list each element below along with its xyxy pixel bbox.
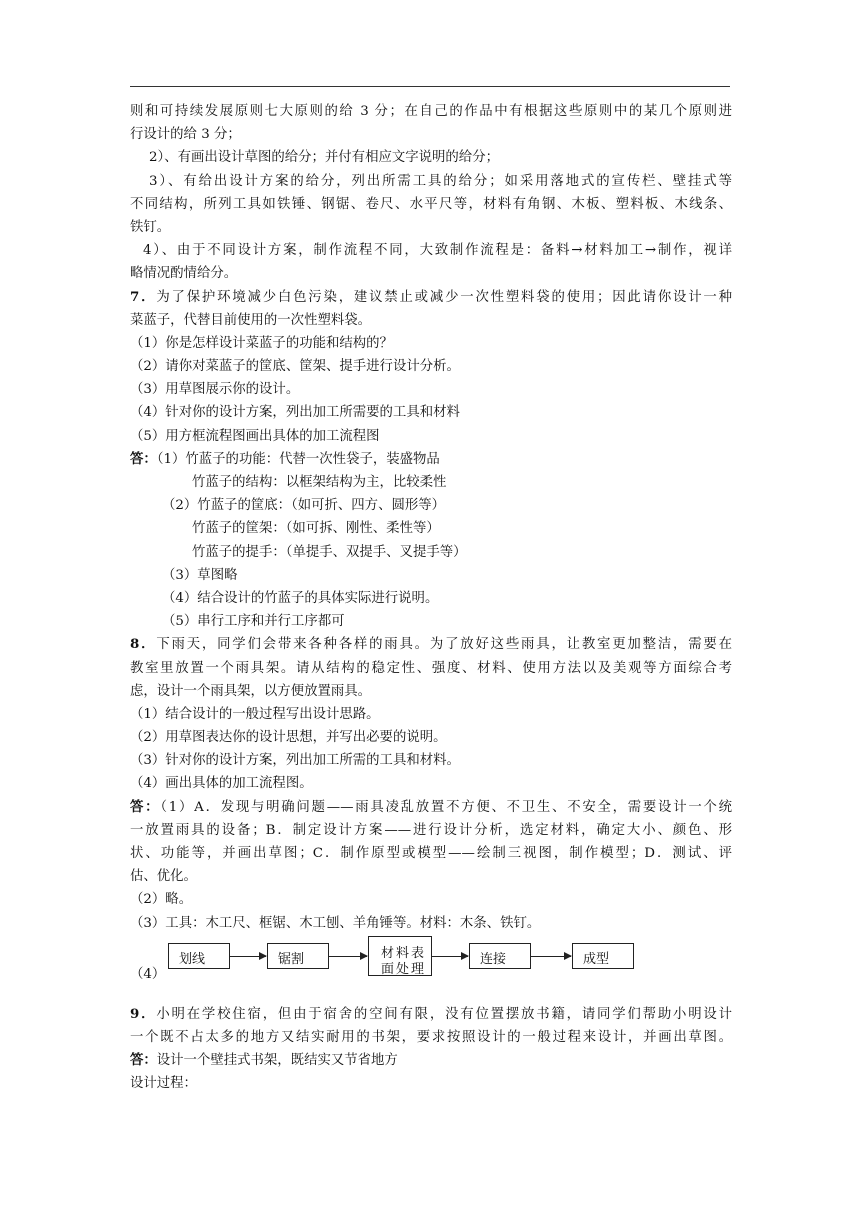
flow-arrow — [329, 956, 367, 957]
answer-8 — [130, 796, 732, 819]
answer-label: 答： — [130, 798, 161, 815]
question-text: 虑，设计一个雨具架，以方便放置雨具。 — [130, 683, 372, 699]
answer-line: 竹蓝子的结构：以框架结构为主，比较柔性 — [192, 475, 447, 490]
question-text: 菜蓝子，代替目前使用的一次性塑料袋。 — [130, 312, 372, 328]
question-text: 为了保护环境减少白色污染，建议禁止或减少一次性塑料袋的使用；因此请你设计一种 — [156, 289, 732, 305]
text-line: 不同结构，所列工具如铁锤、钢锯、卷尺、水平尺等，材料有角钢、木板、塑料板、木线条、 — [130, 196, 732, 212]
text-line: 则和可持续发展原则七大原则的给 3 分；在自己的作品中有根据这些原则中的某几个原则进 — [130, 104, 732, 119]
spacer — [130, 981, 732, 1003]
flow-label: （4） — [130, 966, 166, 982]
answer-line: 竹蓝子的筐架：（如可拆、刚性、柔性等） — [192, 521, 440, 537]
answer-line: （3）草图略 — [162, 567, 238, 583]
question-item: （4）针对你的设计方案，列出加工所需要的工具和材料 — [130, 405, 460, 421]
document-body — [130, 100, 732, 1096]
answer-line: （4）结合设计的竹蓝子的具体实际进行说明。 — [162, 590, 439, 606]
answer-label: 答： — [130, 450, 157, 467]
flow-step-box: 连接 — [469, 943, 531, 969]
text-line: 4）、由于不同设计方案，制作流程不同，大致制作流程是：备料→材料加工→制作，视详 — [143, 243, 732, 259]
question-item: （1）结合设计的一般过程写出设计思路。 — [130, 706, 380, 722]
text-line: 铁钉。 — [130, 219, 171, 235]
flow-arrow — [531, 956, 571, 957]
flow-step-box: 划线 — [168, 943, 230, 969]
flow-step-box: 成型 — [572, 943, 634, 969]
question-number: 7． — [130, 288, 157, 305]
process-flowchart — [130, 935, 732, 981]
question-9 — [130, 1003, 732, 1026]
question-7 — [130, 286, 732, 309]
question-text: 下雨天，同学们会带来各种各样的雨具。为了放好这些雨具，让教室更加整洁，需要在 — [156, 637, 732, 653]
text-line: 3）、有给出设计方案的给分，列出所需工具的给分；如采用落地式的宣传栏、壁挂式等 — [149, 173, 732, 189]
answer-text: （1）A．发现与明确问题——雨具凌乱放置不方便、不卫生、不安全，需要设计一个统 — [160, 799, 733, 815]
answer-7 — [130, 448, 732, 471]
answer-line: 状、功能等，并画出草图；C．制作原型或模型——绘制三视图，制作模型；D．测试、评 — [130, 846, 732, 861]
question-number: 9． — [130, 1005, 157, 1022]
flow-step-box: 材料表面处理 — [368, 936, 432, 976]
answer-line: （3）工具：木工尺、框锯、木工刨、羊角锤等。材料：木条、铁钉。 — [130, 915, 541, 931]
answer-9 — [130, 1049, 732, 1072]
flow-arrow — [230, 956, 266, 957]
text-line: 行设计的给 3 分； — [130, 127, 241, 143]
question-text: 一个既不占太多的地方又结实耐用的书架，要求按照设计的一般过程来设计，并画出草图。 — [130, 1029, 732, 1045]
flow-step-box: 锯割 — [267, 943, 329, 969]
header-rule — [130, 86, 730, 87]
answer-text: 设计一个壁挂式书架，既结实又节省地方 — [156, 1053, 398, 1069]
flow-arrow — [432, 956, 468, 957]
question-8 — [130, 633, 732, 656]
question-item: （3）针对你的设计方案，列出加工所需的工具和材料。 — [130, 753, 460, 769]
answer-line: （5）串行工序和并行工序都可 — [162, 614, 345, 630]
question-number: 8． — [130, 636, 157, 653]
question-item: （1）你是怎样设计菜蓝子的功能和结构的？ — [130, 335, 393, 351]
answer-line: （2）竹蓝子的筐底：（如可折、四方、圆形等） — [162, 498, 446, 514]
question-item: （2）用草图表达你的设计思想，并写出必要的说明。 — [130, 730, 447, 746]
question-item: （5）用方框流程图画出具体的加工流程图 — [130, 428, 380, 444]
answer-line: 竹蓝子的提手：（单提手、双提手、叉提手等） — [192, 544, 467, 560]
question-item: （3）用草图展示你的设计。 — [130, 382, 300, 398]
text-line: 略情况酌情给分。 — [130, 266, 238, 282]
question-text: 小明在学校住宿，但由于宿舍的空间有限，没有位置摆放书籍，请同学们帮助小明设计 — [156, 1006, 732, 1022]
answer-line: （2）略。 — [130, 892, 193, 908]
text-line: 2）、有画出设计草图的给分；并付有相应文字说明的给分； — [149, 150, 499, 166]
question-item: （4）画出具体的加工流程图。 — [130, 776, 313, 792]
question-item: （2）请你对菜蓝子的筐底、筐架、提手进行设计分析。 — [130, 359, 460, 375]
answer-label: 答： — [130, 1052, 157, 1069]
question-text: 教室里放置一个雨具架。请从结构的稳定性、强度、材料、使用方法以及美观等方面综合考 — [130, 660, 732, 676]
answer-text: （1）竹蓝子的功能：代替一次性袋子，装盛物品 — [156, 451, 440, 467]
answer-line: 一放置雨具的设备；B．制定设计方案——进行设计分析，选定材料，确定大小、颜色、形 — [130, 822, 732, 838]
answer-line: 设计过程： — [130, 1076, 197, 1092]
answer-line: 估、优化。 — [130, 869, 197, 885]
